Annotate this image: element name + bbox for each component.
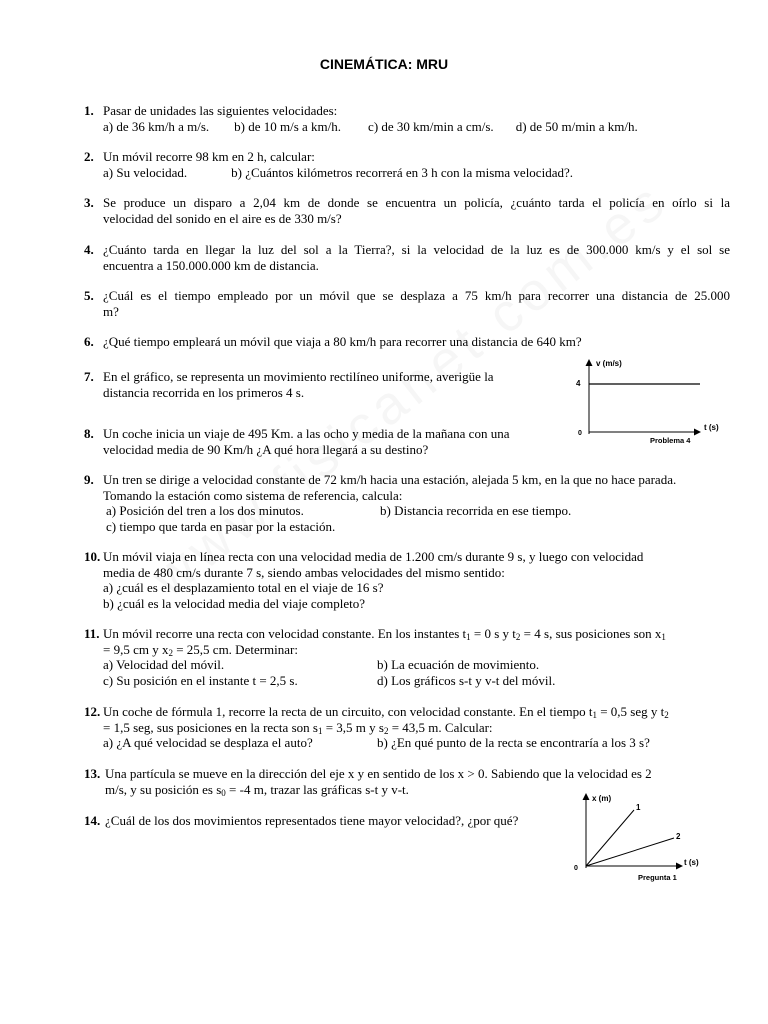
series-1-line (586, 810, 634, 866)
problem-text: velocidad media de 90 Km/h ¿A qué hora llegará a su destino? (103, 441, 429, 457)
item-b: b) Distancia recorrida en ese tiempo. (380, 503, 572, 518)
item-d: d) de 50 m/min a km/h. (515, 118, 638, 134)
problem-number: 1. (84, 103, 94, 118)
item-b: b) ¿En qué punto de la recta se encontraría a los 3 s? (377, 735, 650, 750)
item-a: a) de 36 km/h a m/s. (103, 118, 210, 134)
problem-text: Un móvil viaja en línea recta con una velocidad media de 1.200 cm/s durante 9 s, y luego con velocidad (103, 549, 644, 564)
problem-text: ¿Cuál de los dos movimientos representados tiene mayor velocidad?, ¿por qué? (105, 813, 519, 828)
y-tick-label: 4 (576, 379, 581, 388)
problem-12 (84, 704, 744, 751)
problem-number: 9. (84, 472, 94, 487)
series-1-label: 1 (636, 803, 641, 812)
problem-text: media de 480 cm/s durante 7 s, siendo ambas velocidades del mismo sentido: (103, 564, 505, 580)
problem-text: Tomando la estación como sistema de referencia, calcula: (103, 487, 403, 503)
item-a: a) ¿A qué velocidad se desplaza el auto? (103, 735, 313, 750)
problem-text: Un tren se dirige a velocidad constante de 72 km/h hacia una estación, alejada 5 km, en la que no hace parada. (103, 472, 677, 487)
chart-title: Problema 4 (650, 436, 691, 445)
problem-6 (84, 334, 730, 350)
item-b: b) La ecuación de movimiento. (377, 657, 540, 672)
problem-8 (84, 426, 544, 457)
origin-label: 0 (578, 430, 582, 437)
problem-11 (84, 626, 744, 688)
x-axis-label: t (s) (684, 858, 699, 867)
problem-5 (84, 288, 730, 319)
y-axis-label: v (m/s) (596, 359, 622, 368)
item-a: a) Velocidad del móvil. (103, 657, 225, 672)
problem-1 (84, 103, 730, 134)
problem-9 (84, 472, 744, 534)
problem-number: 3. (84, 195, 94, 210)
series-2-line (586, 838, 674, 866)
problem-number: 12. (84, 704, 101, 719)
y-axis-label: x (m) (592, 794, 612, 803)
problem-text: m? (103, 303, 119, 319)
problem-number: 5. (84, 288, 94, 303)
problem-text: ¿Cuál es el tiempo empleado por un móvil que se desplaza a 75 km/h para recorrer una distancia de 25.000 (103, 288, 730, 303)
problem-3 (84, 195, 730, 226)
item-a: a) Su velocidad. (103, 164, 188, 180)
problem-number: 2. (84, 149, 94, 164)
problem-text: ¿Qué tiempo empleará un móvil que viaja a 80 km/h para recorrer una distancia de 640 km? (103, 334, 582, 349)
problem-text: = 9,5 cm y $x_2 = 25,5$ cm. Determinar: (103, 641, 298, 658)
x-axis-label: t (s) (704, 423, 719, 432)
problem-text: Pasar de unidades las siguientes velocidades: (103, 103, 338, 118)
problem-number: 13. (84, 766, 101, 781)
problem-text: Una partícula se mueve en la dirección del eje x y en sentido de los x > 0. Sabiendo que la velocidad es 2 (105, 766, 652, 781)
problem-4 (84, 242, 730, 273)
problem-text: encuentra a 150.000.000 km de distancia. (103, 257, 319, 273)
problem-text: En el gráfico, se representa un movimiento rectilíneo uniforme, averigüe la (103, 369, 494, 384)
item-b: b) ¿Cuántos kilómetros recorrerá en 3 h con la misma velocidad?. (231, 164, 573, 180)
problem-text: Un coche de fórmula 1, recorre la recta de un circuito, con velocidad constante. En el tiempo $t_1 = 0,5$ seg y $t_2$ (103, 704, 669, 720)
item-c: c) tiempo que tarda en pasar por la estación. (106, 518, 336, 534)
problem-number: 4. (84, 242, 94, 257)
item-a: a) ¿cuál es el desplazamiento total en el viaje de 16 s? (103, 580, 384, 595)
problem-text: velocidad del sonido en el aire es de 330 m/s? (103, 210, 342, 226)
problem-text: Un móvil recorre 98 km en 2 h, calcular: (103, 149, 315, 164)
item-a: a) Posición del tren a los dos minutos. (106, 503, 304, 518)
problem-10 (84, 549, 744, 611)
problem-text: Se produce un disparo a 2,04 km de donde se encuentra un policía, ¿cuánto tarda el policía en oírlo si la (103, 195, 730, 210)
chart-pregunta-1 (570, 790, 720, 885)
item-b: b) ¿cuál es la velocidad media del viaje completo? (103, 595, 366, 611)
problem-text: = 1,5 seg, sus posiciones en la recta son $s_1 = 3,5$ m y $s_2 = 43,5$ m. Calcular: (103, 719, 493, 736)
problem-number: 11. (84, 626, 100, 641)
chart-title: Pregunta 1 (638, 873, 677, 882)
problem-number: 7. (84, 369, 94, 384)
problem-number: 6. (84, 334, 94, 349)
item-b: b) de 10 m/s a km/h. (234, 118, 342, 134)
problem-number: 10. (84, 549, 101, 564)
problem-number: 8. (84, 426, 94, 441)
item-d: d) Los gráficos s-t y v-t del móvil. (377, 672, 556, 688)
problem-7 (84, 369, 544, 400)
origin-label: 0 (574, 865, 578, 872)
problem-text: Un coche inicia un viaje de 495 Km. a las ocho y media de la mañana con una (103, 426, 510, 441)
problem-text: m/s, y su posición es $s_0 = -4$ m, trazar las gráficas s-t y v-t. (105, 781, 409, 798)
chart-problema-4 (570, 352, 730, 447)
problem-text: ¿Cuánto tarda en llegar la luz del sol a la Tierra?, si la velocidad de la luz es de 300.000 km/s y el sol se (103, 242, 730, 257)
item-c: c) Su posición en el instante t = 2,5 s. (103, 672, 298, 688)
series-2-label: 2 (676, 832, 681, 841)
item-c: c) de 30 km/min a cm/s. (368, 118, 494, 134)
problem-text: distancia recorrida en los primeros 4 s. (103, 384, 305, 400)
page-title: CINEMÁTICA: MRU (319, 56, 449, 72)
problem-2 (84, 149, 730, 180)
problem-number: 14. (84, 813, 101, 828)
problem-14 (84, 813, 564, 829)
problem-text: Un móvil recorre una recta con velocidad constante. En los instantes $t_1 = 0$ s y $t_2 = 4$ s, sus posiciones son $x_1$ (103, 626, 666, 642)
